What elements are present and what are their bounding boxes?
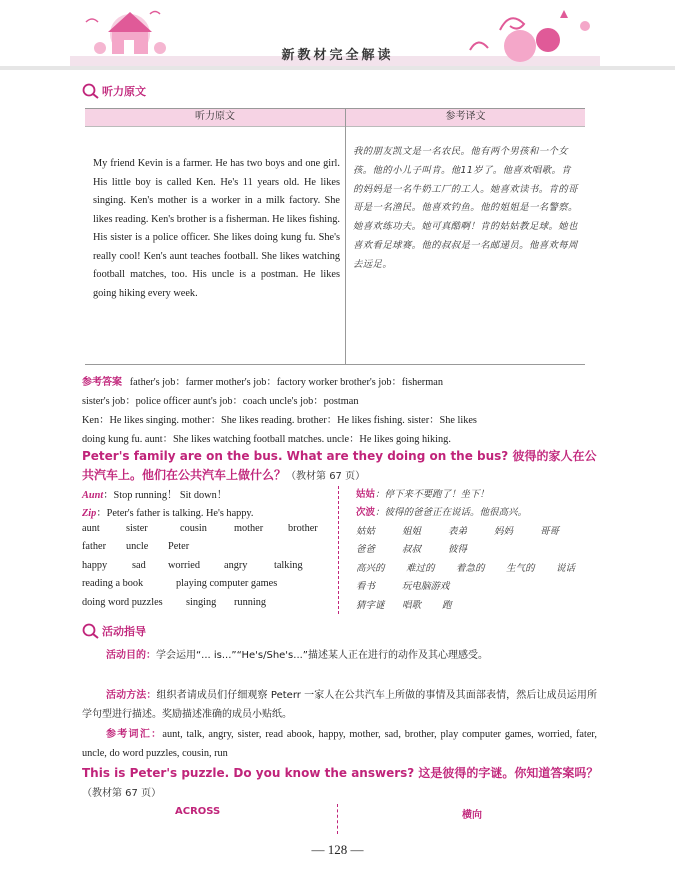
puzzle-heading-ref: （教材第 67 页） xyxy=(82,788,162,799)
listening-table xyxy=(85,108,585,364)
zip-text-cn: ：彼得的爸爸正在说话。他很高兴。 xyxy=(375,507,528,518)
bus-heading-text: Peter's family are on the bus. What are they doing on the bus? 彼得的家人在公共汽车上。他们在公共汽车上做什么？ xyxy=(82,449,597,482)
vocab-word-cn: 姐姐 xyxy=(402,526,422,537)
vocab-word-cn: 跑 xyxy=(442,600,452,611)
activity-vocab-label: 参考词汇： xyxy=(106,729,163,740)
activity-goal xyxy=(82,646,597,665)
table-top-rule xyxy=(85,108,585,109)
section-activity-header xyxy=(80,622,146,640)
vocab-word-cn: 说话 xyxy=(556,563,576,574)
table-header-rule xyxy=(85,126,585,127)
aunt-line-cn xyxy=(356,486,596,500)
vocab-word: Peter xyxy=(168,541,190,552)
puzzle-across-label: ACROSS xyxy=(175,806,221,817)
table-bottom-rule xyxy=(85,364,585,365)
aunt-text: ：Stop running！ Sit down！ xyxy=(103,490,228,501)
vocab-word-cn: 妈妈 xyxy=(494,526,514,537)
vocab-row-1 xyxy=(82,523,332,534)
vocab-word-cn: 看书 xyxy=(356,581,376,592)
vocab-word: mother xyxy=(234,523,264,534)
vocab-word-cn: 生气的 xyxy=(506,563,535,574)
vocab-word: running xyxy=(234,597,267,608)
puzzle-heading xyxy=(82,764,602,803)
vocab-row-cn-5 xyxy=(356,597,596,611)
vocab-row-2 xyxy=(82,541,332,552)
vocab-word: cousin xyxy=(180,523,207,534)
vocab-row-cn-4 xyxy=(356,578,596,592)
vocab-row-5 xyxy=(82,597,332,608)
vocab-row-3 xyxy=(82,560,332,571)
vocab-word: reading a book xyxy=(82,578,144,589)
bus-dialog xyxy=(82,486,597,614)
vocab-word-cn: 哥哥 xyxy=(540,526,560,537)
puzzle-down-label: 横向 xyxy=(462,810,482,821)
answers-line-3: Ken：He likes singing. mother：She likes reading. brother：He likes fishing. sister：She likes xyxy=(82,415,477,426)
zip-speaker-cn: 次波 xyxy=(356,507,376,518)
vocab-word: brother xyxy=(288,523,318,534)
dialog-divider xyxy=(338,486,339,614)
zip-line xyxy=(82,504,332,519)
vocab-word: father xyxy=(82,541,107,552)
vocab-word: aunt xyxy=(82,523,100,534)
vocab-word-cn: 表弟 xyxy=(448,526,468,537)
puzzle-divider xyxy=(337,804,338,834)
activity-method xyxy=(82,686,597,724)
vocab-word-cn: 猜字谜 xyxy=(356,600,385,611)
magnifier-icon xyxy=(80,622,100,640)
answers-label: 参考答案 xyxy=(82,377,122,388)
vocab-row-cn-2 xyxy=(356,541,596,555)
vocab-word-cn: 难过的 xyxy=(406,563,435,574)
bus-heading xyxy=(82,447,602,486)
vocab-word: sad xyxy=(132,560,146,571)
activity-goal-text: 学会运用“... is...”“He's/She's...”描述某人正在进行的动作及其心理感受。 xyxy=(156,650,488,661)
vocab-word-cn: 彼得 xyxy=(448,544,468,555)
vocab-word: singing xyxy=(186,597,217,608)
activity-method-text: 组织者请成员们仔细观察 Peterr 一家人在公共汽车上所做的事情及其面部表情，然后让成员运用所学句型进行描述。奖励描述准确的成员小贴纸。 xyxy=(82,690,597,720)
puzzle-heading-text: This is Peter's puzzle. Do you know the answers? 这是彼得的字谜。你知道答案吗？ xyxy=(82,766,599,780)
vocab-word: angry xyxy=(224,560,248,571)
activity-method-label: 活动方法： xyxy=(106,690,157,701)
answers-line-2: sister's job：police officer aunt's job：coach uncle's job：postman xyxy=(82,396,359,407)
vocab-word-cn: 叔叔 xyxy=(402,544,422,555)
table-header-left: 听力原文 xyxy=(85,108,345,126)
zip-speaker: Zip xyxy=(82,508,97,519)
vocab-word: talking xyxy=(274,560,303,571)
zip-line-cn xyxy=(356,504,596,518)
vocab-word: worried xyxy=(168,560,201,571)
vocab-word-cn: 着急的 xyxy=(456,563,485,574)
table-header-right: 参考译文 xyxy=(346,108,585,126)
answers-line-1 xyxy=(82,373,597,388)
aunt-speaker: Aunt xyxy=(82,490,104,501)
aunt-speaker-cn: 姑姑 xyxy=(356,489,376,500)
section-listen-title: 听力原文 xyxy=(102,85,146,98)
vocab-row-cn-1 xyxy=(356,523,596,537)
zip-text: ：Peter's father is talking. He's happy. xyxy=(96,508,254,519)
activity-vocab xyxy=(82,725,597,763)
page-number: — 128 — xyxy=(311,842,364,857)
vocab-word-cn: 姑姑 xyxy=(356,526,376,537)
section-listen-header xyxy=(80,82,146,100)
vocab-word-cn: 爸爸 xyxy=(356,544,376,555)
aunt-text-cn: ：停下来不要跑了！坐下！ xyxy=(375,489,490,500)
vocab-word-cn: 高兴的 xyxy=(356,563,385,574)
section-activity-title: 活动指导 xyxy=(102,625,146,638)
answers-text-1: father's job：farmer mother's job：factory worker brother's job：fisherman xyxy=(129,377,443,388)
activity-goal-label: 活动目的： xyxy=(106,650,156,661)
header-title: 新教材完全解读 xyxy=(281,48,394,63)
vocab-word: happy xyxy=(82,560,108,571)
header-rule xyxy=(0,66,675,70)
table-column-divider xyxy=(345,108,346,364)
magnifier-icon xyxy=(80,82,100,100)
vocab-word-cn: 玩电脑游戏 xyxy=(402,581,450,592)
vocab-row-cn-3 xyxy=(356,560,596,574)
vocab-word-cn: 唱歌 xyxy=(402,600,422,611)
answers-line-4: doing kung fu. aunt：She likes watching football matches. uncle：He likes going hiking. xyxy=(82,434,451,445)
vocab-word: doing word puzzles xyxy=(82,597,163,608)
vocab-word: uncle xyxy=(126,541,149,552)
activity-vocab-text: aunt, talk, angry, sister, read abook, happy, mother, sad, brother, play computer games, worried, fater, uncle, do word puzzles, cousin, run xyxy=(82,729,598,759)
transcript-translation: 我的朋友凯文是一名农民。他有两个男孩和一个女孩。他的小儿子叫肯。他11岁了。他喜欢唱歌。肯的妈妈是一名牛奶工厂的工人。她喜欢读书。肯的哥哥是一名渔民。他喜欢钓鱼。他的姐姐是一名警察。她喜欢练功夫。她可真酷啊！肯的姑姑教足球。她也喜欢看足球赛。他的叔叔是一名邮递员。他喜欢每周去远足。 xyxy=(353,146,578,270)
listening-transcript: My friend Kevin is a farmer. He has two boys and one girl. His little boy is called Ken. He's 11 years old. He likes singing. Ken's mother is a worker in a milk factory. She likes reading. Ken's brother is a fisherman. He likes fishing. His sister is a police officer. She likes doing kung fu. She's really cool! Ken's aunt teaches football. She likes watching football matches, too. His uncle is a postman. He likes going hiking every week. xyxy=(93,158,340,299)
bus-heading-ref: （教材第 67 页） xyxy=(286,471,366,482)
vocab-word: sister xyxy=(126,523,148,534)
vocab-word: playing computer games xyxy=(176,578,278,589)
vocab-row-4 xyxy=(82,578,332,589)
aunt-line xyxy=(82,486,332,501)
